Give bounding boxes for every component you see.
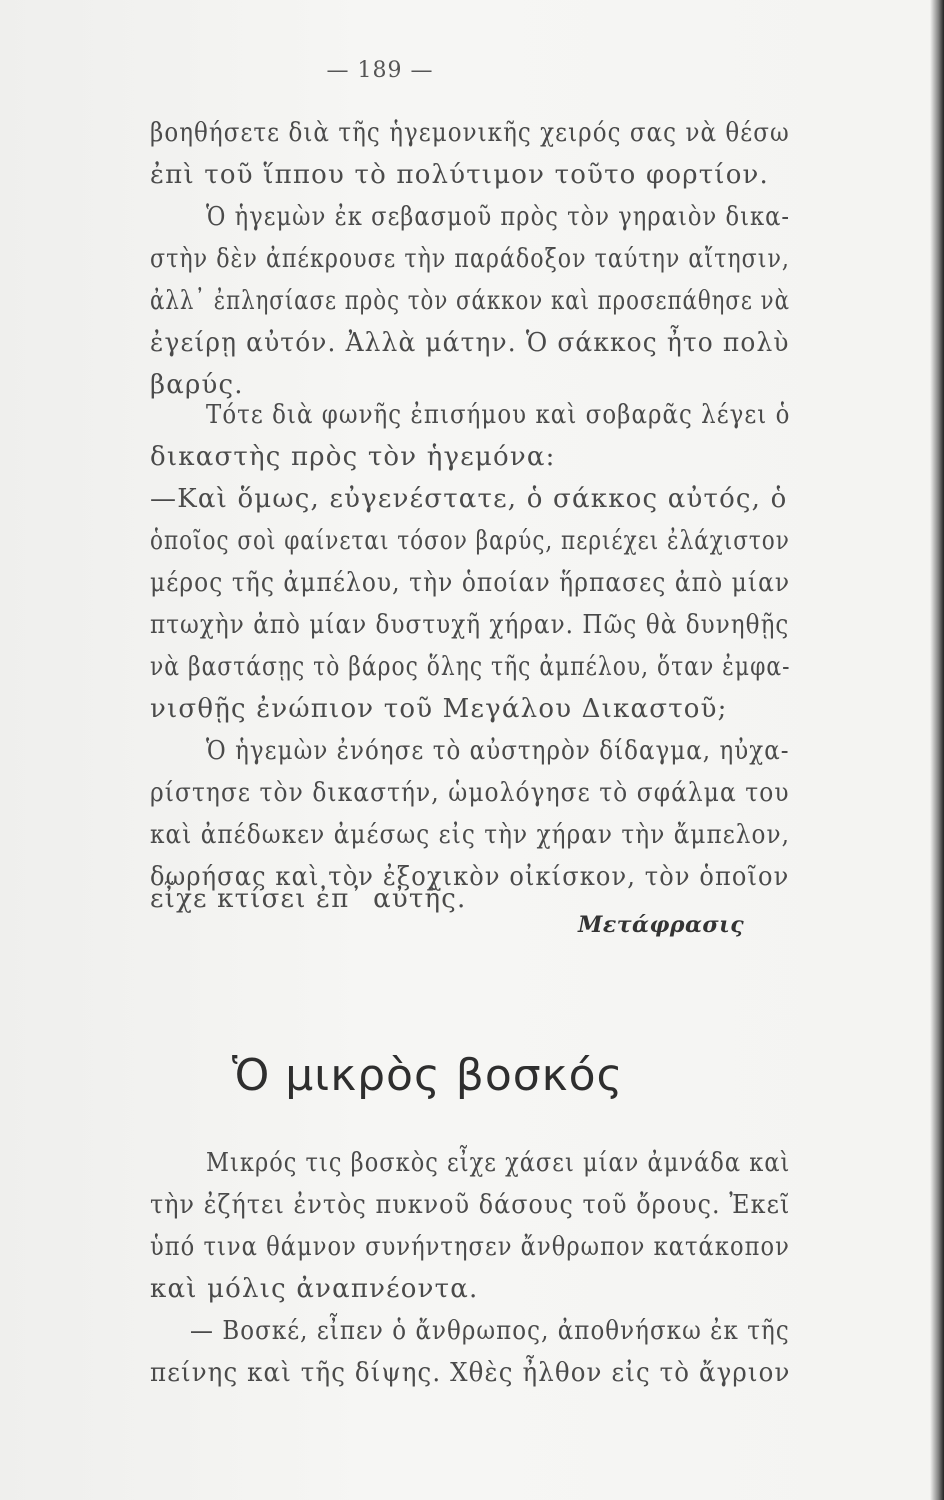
text-line: καὶ μόλις ἀναπνέοντα. [150, 1274, 479, 1304]
text-line: νὰ βαστάσῃς τὸ βάρος ὅλης τῆς ἀμπέλου, ὅταν ἐμφα- [150, 652, 791, 682]
text-line: βαρύς. [150, 370, 244, 400]
text-line: ὁποῖος σοὶ φαίνεται τόσον βαρύς, περιέχει ἐλάχιστον [150, 526, 790, 556]
text-line: βοηθήσετε διὰ τῆς ἡγεμονικῆς χειρός σας νὰ θέσω [150, 118, 790, 148]
text-line: πείνης καὶ τῆς δίψης. Χθὲς ἦλθον εἰς τὸ ἄγριον [150, 1358, 791, 1388]
text-line: καὶ ἀπέδωκεν ἀμέσως εἰς τὴν χήραν τὴν ἄμπελον, [150, 820, 791, 850]
text-line: μέρος τῆς ἀμπέλου, τὴν ὁποίαν ἥρπασες ἀπὸ μίαν [150, 568, 791, 598]
text-line: πτωχὴν ἀπὸ μίαν δυστυχῆ χήραν. Πῶς θὰ δυνηθῇς [150, 610, 790, 640]
text-line: ἐγείρῃ αὐτόν. Ἀλλὰ μάτην. Ὁ σάκκος ἦτο πολὺ [150, 328, 790, 358]
text-line: — Βοσκέ, εἶπεν ὁ ἄνθρωπος, ἀποθνήσκω ἐκ τῆς [190, 1316, 790, 1346]
text-line: τὴν ἐζήτει ἐντὸς πυκνοῦ δάσους τοῦ ὄρους. Ἐκεῖ [150, 1190, 791, 1220]
translation-signature: Μετάφρασις [578, 912, 745, 938]
text-line: —Καὶ ὅμως, εὐγενέστατε, ὁ σάκκος αὐτός, ὁ [150, 484, 788, 514]
text-line: στὴν δὲν ἀπέκρουσε τὴν παράδοξον ταύτην αἴτησιν, [150, 244, 790, 274]
text-line: νισθῇς ἐνώπιον τοῦ Μεγάλου Δικαστοῦ; [150, 694, 728, 724]
text-line: δικαστὴς πρὸς τὸν ἡγεμόνα: [150, 442, 556, 472]
text-line: Μικρός τις βοσκὸς εἶχε χάσει μίαν ἀμνάδα καὶ [206, 1148, 791, 1178]
text-line: Τότε διὰ φωνῆς ἐπισήμου καὶ σοβαρᾶς λέγει ὁ [206, 400, 791, 430]
page-number: — 189 — [326, 58, 434, 83]
text-line: ἀλλ᾽ ἐπλησίασε πρὸς τὸν σάκκον καὶ προσεπάθησε νὰ [150, 286, 790, 316]
page-edge-shadow [930, 0, 944, 1500]
text-line: Ὁ ἡγεμὼν ἐκ σεβασμοῦ πρὸς τὸν γηραιὸν δικα- [206, 202, 791, 232]
text-line: ἐπὶ τοῦ ἵππου τὸ πολύτιμον τοῦτο φορτίον. [150, 160, 770, 190]
text-line: ρίστησε τὸν δικαστήν, ὡμολόγησε τὸ σφάλμα του [150, 778, 790, 808]
story-title: Ὁ μικρὸς βοσκός [232, 1050, 624, 1101]
text-line: Ὁ ἡγεμὼν ἐνόησε τὸ αὐστηρὸν δίδαγμα, ηὐχα- [206, 736, 790, 766]
text-line: εἶχε κτίσει ἐπ᾽ αὐτῆς. [150, 884, 467, 914]
text-line: δωρήσας καὶ τὸν ἐξοχικὸν οἰκίσκον, τὸν ὁποῖον [150, 862, 790, 892]
text-line: ὑπό τινα θάμνον συνήντησεν ἄνθρωπον κατάκοπον [150, 1232, 790, 1262]
